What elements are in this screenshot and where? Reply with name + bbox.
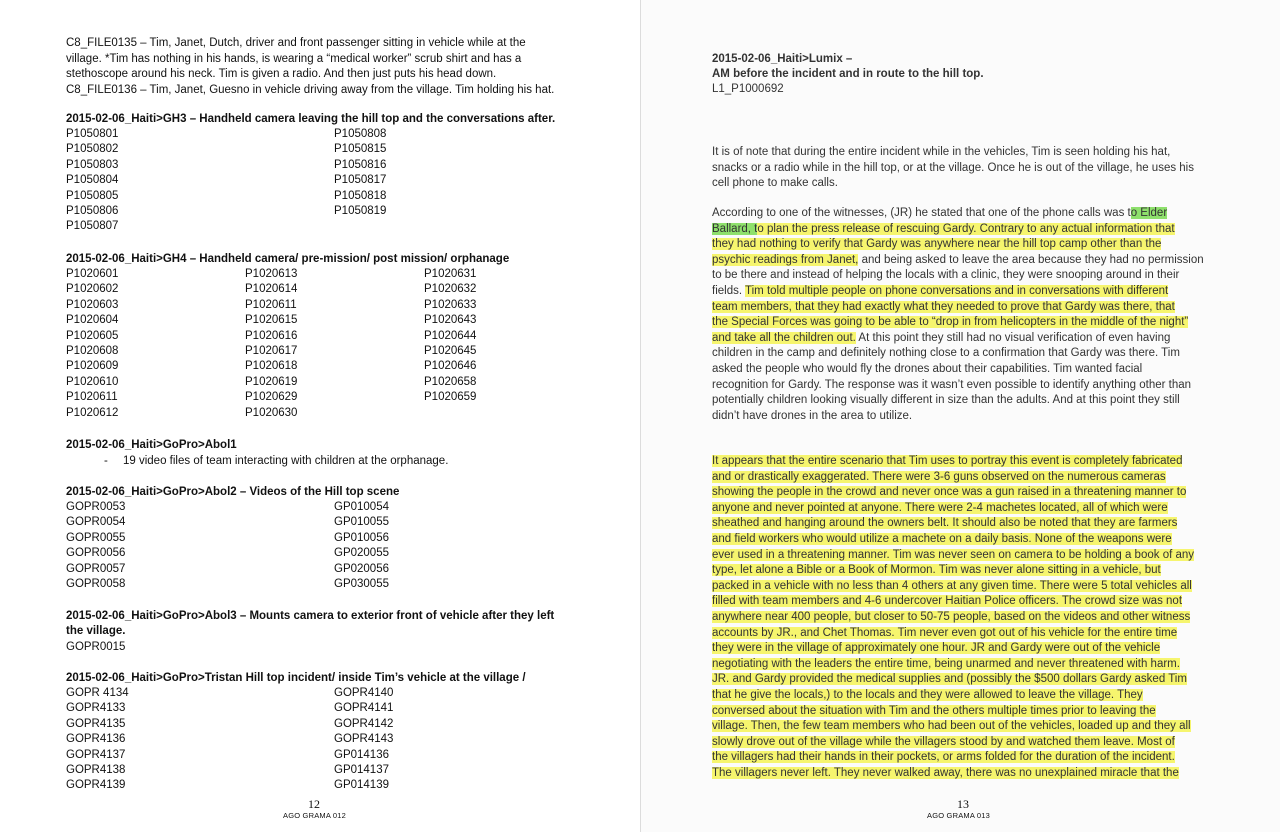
line — [712, 176, 838, 192]
text-line: showing the people in the crowd and never once was a gun raised in a threatening manner to — [712, 486, 1187, 499]
file-id: P1020631 — [424, 268, 477, 280]
abol3-item: GOPR0015 — [66, 641, 126, 653]
file-id: P1020643 — [424, 314, 477, 327]
line — [712, 378, 1191, 394]
line — [712, 237, 1161, 253]
highlighted-text: o Elder — [1130, 207, 1168, 219]
file-id: P1020644 — [424, 329, 477, 342]
line — [712, 563, 1161, 579]
line — [712, 470, 1166, 486]
file-id: GOPR4140 — [334, 687, 394, 699]
line — [712, 532, 1172, 548]
text-segment: and being asked to leave the area because they had no permission — [858, 253, 1204, 266]
file-id: P1020619 — [245, 375, 298, 388]
text-segment: didn’t have drones in the area to utilize. — [712, 409, 913, 422]
intro-line: C8_FILE0136 – Tim, Janet, Guesno in vehicle driving away from the village. Tim holding his hat. — [66, 83, 555, 96]
file-id: P1050804 — [66, 174, 119, 187]
file-id: P1020646 — [424, 360, 477, 373]
text-line: the villagers had their hands in their pockets, or arms folded for the duration of the incident. — [712, 751, 1175, 764]
text-line: and or drastically exaggerated. There were 3-6 guns observed on the numerous cameras — [712, 470, 1166, 483]
file-id: GOPR0055 — [66, 531, 126, 544]
line — [712, 641, 1160, 657]
file-id: GOPR4143 — [334, 733, 394, 746]
bates-stamp-right: AGO GRAMA 013 — [927, 811, 991, 820]
file-id: GP014139 — [334, 779, 389, 792]
line — [712, 315, 1188, 331]
file-id: P1020610 — [66, 375, 119, 388]
file-id: P1050803 — [66, 158, 119, 171]
page-number-left: 12 — [308, 797, 320, 811]
file-id: GOPR4141 — [334, 702, 394, 715]
highlighted-text: team members, that they had exactly what they needed to prove that Gardy was there, that — [712, 300, 1175, 313]
file-id: GP014136 — [334, 748, 389, 761]
file-id: P1020608 — [66, 345, 119, 358]
line — [712, 704, 1156, 720]
file-id: P1050806 — [66, 205, 119, 218]
text-line: cell phone to make calls. — [712, 177, 838, 190]
abol1-item: 19 video files of team interacting with children at the orphanage. — [123, 455, 449, 467]
text-line: and field workers who would utilize a machete on a daily basis. None of the weapons were — [712, 533, 1172, 545]
text-line: It is of note that during the entire incident while in the vehicles, Tim is seen holding his hat, — [712, 146, 1171, 158]
file-id: P1050817 — [334, 174, 387, 187]
file-id: P1050816 — [334, 158, 387, 171]
file-id: P1050802 — [66, 143, 119, 156]
file-id: GOPR4136 — [66, 733, 126, 746]
file-id: P1020645 — [424, 345, 477, 358]
highlighted-text: the Special Forces was going to be able to “drop in from helicopters in the middle of the night” — [712, 316, 1189, 329]
file-id: P1020614 — [245, 283, 298, 296]
file-id: P1020629 — [245, 391, 298, 404]
file-id: GOPR0056 — [66, 547, 126, 560]
line — [712, 548, 1194, 564]
file-id: GP020056 — [334, 562, 389, 575]
file-id: P1020616 — [245, 329, 298, 342]
text-line: that he give the locals,) to the locals and they were allowed to leave the village. They — [712, 689, 1143, 701]
text-line: accounts by JR., and Chet Thomas. Tim never even got out of his vehicle for the entire time — [712, 626, 1178, 639]
text-line: they were in the village of approximately one hour. JR and Gardy were out of the vehicle — [712, 642, 1161, 655]
text-line: snacks or a radio while in the hill top, or at the village. Once he is out of the village, he uses his — [712, 161, 1194, 174]
line — [712, 161, 1194, 177]
line — [712, 206, 1167, 222]
line — [712, 766, 1179, 782]
gh4-column-1 — [66, 267, 118, 421]
text-line: ever used in a threatening manner. Tim was never seen on camera to be holding a book of any — [712, 548, 1195, 561]
highlighted-text: o plan the press release of rescuing Gardy. Contrary to any actual information that — [757, 222, 1175, 235]
file-id: GP030055 — [334, 578, 389, 591]
file-id: P1050805 — [66, 189, 119, 202]
file-id: GOPR4133 — [66, 702, 126, 715]
text-segment: At this point they still had no visual verification of even having — [855, 331, 1171, 344]
file-id: P1020611 — [245, 298, 297, 311]
text-line: sheathed and hanging around the owners belt. It should also be noted that they are farmers — [712, 517, 1178, 530]
text-line: village. Then, the few team members who had been out of the vehicles, loaded up and they all — [712, 720, 1191, 733]
gh3-column-2 — [334, 127, 386, 219]
file-id: P1020615 — [245, 314, 298, 327]
gh4-heading: 2015-02-06_Haiti>GH4 – Handheld camera/ pre-mission/ post mission/ orphanage — [66, 253, 510, 265]
gh3-column-1 — [66, 127, 118, 235]
file-id: P1020630 — [245, 406, 298, 419]
text-line: The villagers never left. They never walked away, there was no unexplained miracle that the — [712, 767, 1179, 779]
lumix-heading: 2015-02-06_Haiti>Lumix – — [712, 53, 853, 65]
file-id: GOPR4135 — [66, 717, 126, 730]
line — [712, 688, 1143, 704]
line — [712, 346, 1180, 362]
file-id: P1020613 — [245, 268, 298, 280]
line — [712, 222, 1175, 238]
file-id: GOPR0053 — [66, 501, 126, 513]
file-id: GP010055 — [334, 516, 389, 529]
text-line: conversed about the situation with Tim and the others multiple times prior to leaving the — [712, 704, 1156, 717]
gh4-column-2 — [245, 267, 297, 421]
line — [712, 393, 1180, 409]
lumix-file-id: L1_P1000692 — [712, 83, 784, 95]
file-id: P1020604 — [66, 314, 119, 327]
highlighted-text: Tim told multiple people on phone conversations and in conversations with different — [745, 285, 1169, 297]
line — [712, 672, 1187, 688]
line — [712, 594, 1182, 610]
file-id: P1020611 — [66, 391, 118, 404]
line — [712, 331, 1170, 347]
file-id: P1050819 — [334, 205, 387, 218]
highlighted-text: they had nothing to verify that Gardy was anywhere near the hill top camp other than the — [712, 238, 1162, 251]
file-id: GOPR0057 — [66, 562, 126, 575]
line — [712, 626, 1177, 642]
highlighted-text: Ballard, t — [712, 222, 758, 235]
intro-line: village. *Tim has nothing in his hands, is wearing a “medical worker” scrub shirt and has a — [66, 52, 522, 65]
highlighted-text: and take all the children out. — [712, 331, 856, 344]
line — [712, 454, 1182, 470]
line — [712, 409, 912, 425]
text-line: type, let alone a Bible or a Book of Mormon. Tim was never alone sitting in a vehicle, but — [712, 564, 1161, 577]
gh4-column-3 — [424, 267, 476, 406]
file-id: P1050808 — [334, 128, 387, 140]
line — [712, 657, 1180, 673]
intro-line: stethoscope around his neck. Tim is given a radio. And then just puts his head down. — [66, 68, 497, 80]
tristan-column-2 — [334, 686, 393, 794]
line — [712, 501, 1168, 517]
highlighted-text: psychic readings from Janet, — [712, 253, 859, 266]
line — [712, 516, 1177, 532]
file-id: P1020602 — [66, 283, 119, 296]
line — [712, 253, 1204, 269]
file-id: P1020633 — [424, 298, 477, 311]
abol1-heading: 2015-02-06_Haiti>GoPro>Abol1 — [66, 439, 237, 451]
tristan-column-1 — [66, 686, 129, 794]
text-line: filled with team members and 4-6 undercover Haitian Police officers. The crowd size was not — [712, 595, 1183, 608]
text-segment: potentially children looking visually different in size than the adults. And at this point they still — [712, 394, 1180, 407]
right-page — [640, 0, 1280, 832]
file-id: P1020605 — [66, 329, 119, 342]
text-line: slowly drove out of the village while the villagers stood by and watched them leave. Most of — [712, 735, 1175, 748]
abol2-column-2 — [334, 500, 389, 592]
text-segment: According to one of the witnesses, (JR) he stated that one of the phone calls was t — [712, 207, 1131, 219]
abol3-heading-cont: the village. — [66, 625, 126, 637]
line — [712, 300, 1175, 316]
file-id: P1020603 — [66, 298, 119, 311]
file-id: P1020632 — [424, 283, 477, 296]
abol3-heading: 2015-02-06_Haiti>GoPro>Abol3 – Mounts camera to exterior front of vehicle after they left — [66, 610, 555, 622]
text-segment: asked the people who would fly the drones about their capabilities. Tim wanted facial — [712, 363, 1143, 375]
file-id: GOPR 4134 — [66, 687, 129, 699]
text-line: JR. and Gardy provided the medical supplies and (possibly the $500 dollars Gardy asked Tim — [712, 673, 1187, 686]
text-line: anywhere near 400 people, but closer to 50-75 people, based on the videos and other witness — [712, 611, 1191, 623]
file-id: P1050818 — [334, 189, 387, 202]
bates-stamp-left: AGO GRAMA 012 — [283, 811, 347, 820]
intro-line: C8_FILE0135 – Tim, Janet, Dutch, driver and front passenger sitting in vehicle while at the — [66, 37, 526, 49]
text-segment: recognition for Gardy. The response was it wasn’t even possible to identify anything other than — [712, 378, 1192, 391]
text-line: anyone and never pointed at anyone. There were 2-4 machetes located, all of which were — [712, 501, 1168, 514]
text-segment: fields. — [712, 285, 746, 297]
file-id: P1050807 — [66, 220, 119, 233]
abol2-heading: 2015-02-06_Haiti>GoPro>Abol2 – Videos of the Hill top scene — [66, 486, 400, 498]
file-id: GOPR0054 — [66, 516, 126, 529]
file-id: GOPR4138 — [66, 764, 126, 777]
line — [712, 268, 1179, 284]
file-id: GOPR4139 — [66, 779, 126, 792]
file-id: P1020658 — [424, 375, 477, 388]
text-segment: to be there and instead of helping the locals with a clinic, they were snooping around in their — [712, 269, 1180, 282]
text-line: packed in a vehicle with no less than 4 others at any given time. There were 5 total vehicles all — [712, 579, 1192, 592]
line — [712, 145, 1170, 161]
file-id: P1020601 — [66, 268, 119, 280]
file-id: GOPR4142 — [334, 717, 394, 730]
file-id: GP020055 — [334, 547, 389, 560]
line — [712, 719, 1191, 735]
line — [712, 610, 1190, 626]
file-id: GP010054 — [334, 501, 389, 513]
file-id: P1020618 — [245, 360, 298, 373]
text-line: negotiating with the leaders the entire time, being unarmed and never threatened with harm. — [712, 657, 1180, 670]
line — [712, 579, 1192, 595]
file-id: P1050801 — [66, 128, 119, 140]
line — [712, 362, 1142, 378]
file-id: GP014137 — [334, 764, 389, 777]
file-id: GOPR0058 — [66, 578, 126, 591]
file-id: GOPR4137 — [66, 748, 126, 761]
page-number-right: 13 — [957, 797, 969, 811]
file-id: P1050815 — [334, 143, 387, 156]
text-line: It appears that the entire scenario that Tim uses to portray this event is completely fabricated — [712, 455, 1183, 467]
file-id: GP010056 — [334, 531, 389, 544]
file-id: P1020659 — [424, 391, 477, 404]
abol1-bullet: - — [104, 455, 108, 467]
line — [712, 750, 1175, 766]
line — [712, 284, 1168, 300]
gh3-heading: 2015-02-06_Haiti>GH3 – Handheld camera leaving the hill top and the conversations after. — [66, 113, 556, 125]
text-segment: children in the camp and definitely nothing close to a confirmation that Gardy was there. Tim — [712, 347, 1180, 360]
file-id: P1020609 — [66, 360, 119, 373]
line — [712, 485, 1186, 501]
line — [712, 735, 1175, 751]
file-id: P1020612 — [66, 406, 119, 419]
abol2-column-1 — [66, 500, 125, 592]
tristan-heading: 2015-02-06_Haiti>GoPro>Tristan Hill top incident/ inside Tim’s vehicle at the village / — [66, 672, 526, 684]
file-id: P1020617 — [245, 345, 298, 358]
lumix-subheading: AM before the incident and in route to the hill top. — [712, 68, 984, 80]
